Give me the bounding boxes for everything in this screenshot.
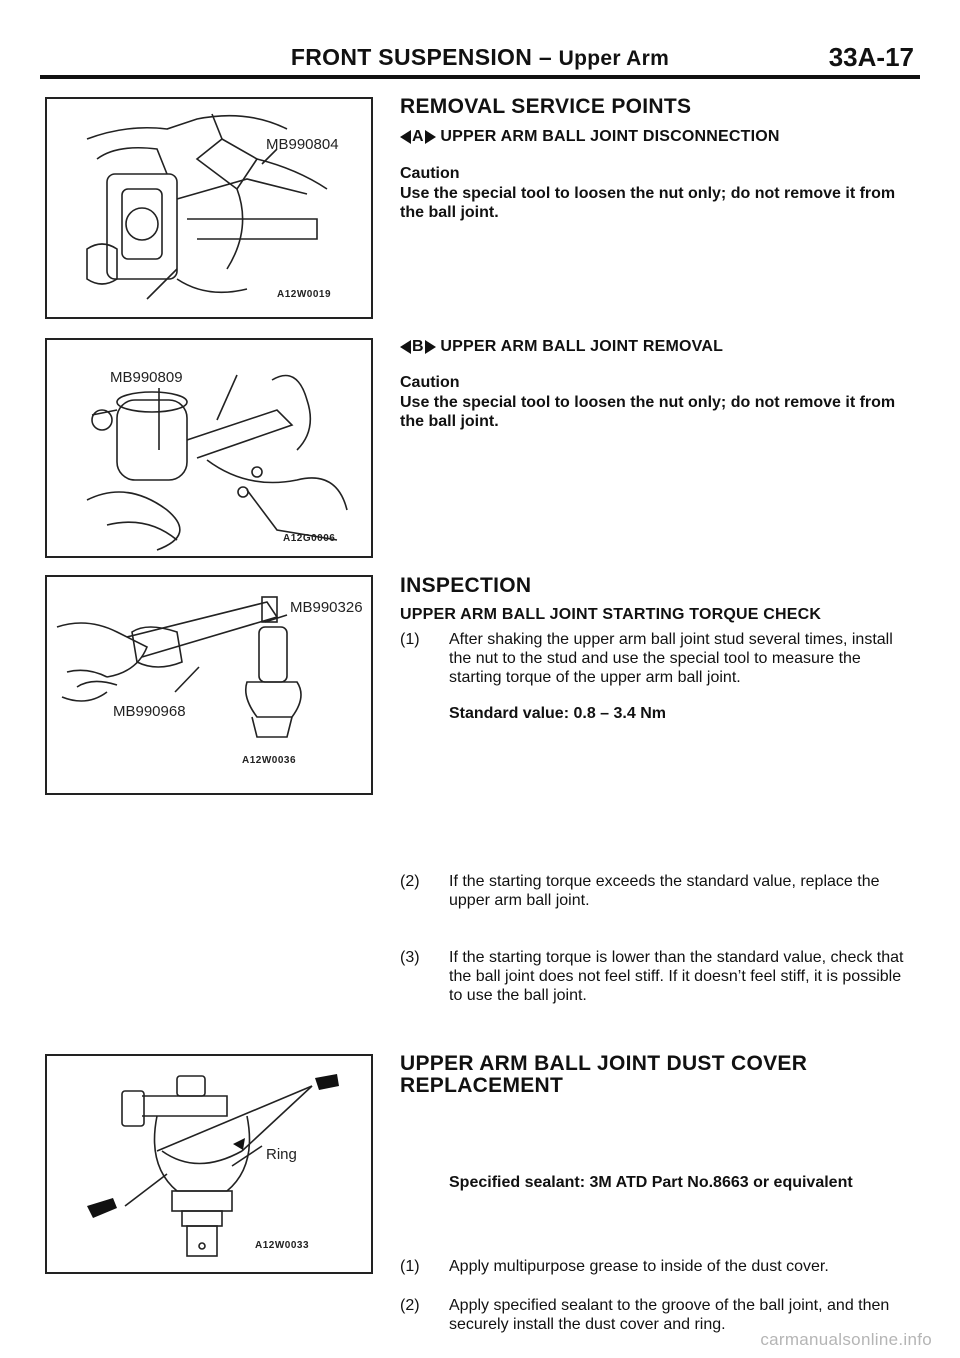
- section-b-caution-text: Use the special tool to loosen the nut only; do not remove it from the ball joint.: [400, 394, 896, 430]
- step-text: If the starting torque exceeds the standard value, replace the upper arm ball joint.: [449, 873, 880, 909]
- section-a-letter: A: [412, 128, 424, 145]
- step-text: After shaking the upper arm ball joint stud several times, install the nut to the stud and use the special tool to measure the starting torque of the upper arm ball joint.: [449, 631, 893, 686]
- watermark: carmanualsonline.info: [760, 1330, 932, 1349]
- step-number: (1): [400, 631, 420, 648]
- section-a-caution-text: Use the special tool to loosen the nut only; do not remove it from the ball joint.: [400, 185, 896, 221]
- section-b-heading: [400, 338, 915, 356]
- tool-label-mb990809: MB990809: [110, 369, 183, 386]
- figure-ball-joint-disconnection: [45, 97, 373, 319]
- step-number: (2): [400, 1297, 420, 1314]
- inspection-step-2: [400, 872, 915, 910]
- figure-dust-cover-replacement: [45, 1054, 373, 1274]
- right-triangle-icon: [425, 130, 436, 144]
- inspection-title: INSPECTION: [400, 574, 532, 597]
- inspection-step-1: [400, 630, 915, 687]
- ring-label: Ring: [266, 1146, 297, 1163]
- subsection-title: Upper Arm: [558, 47, 670, 70]
- figure-4-illustration: [47, 1056, 371, 1272]
- inspection-step-3: [400, 948, 915, 1005]
- figure-code-4: A12W0033: [255, 1240, 310, 1251]
- header-rule: [40, 75, 920, 79]
- inspection-subtitle: UPPER ARM BALL JOINT STARTING TORQUE CHECK: [400, 606, 822, 623]
- section-b-letter: B: [412, 338, 424, 355]
- removal-service-points-title: REMOVAL SERVICE POINTS: [400, 95, 692, 118]
- standard-value: Standard value: 0.8 – 3.4 Nm: [449, 705, 666, 722]
- page-header-title: [0, 44, 960, 71]
- header-dash: –: [538, 44, 552, 70]
- dust-cover-step-1: [400, 1257, 915, 1276]
- figure-2-illustration: [47, 340, 371, 556]
- section-a-heading: [400, 128, 915, 146]
- tool-label-mb990968: MB990968: [113, 703, 186, 720]
- right-triangle-icon: [425, 340, 436, 354]
- step-text: Apply specified sealant to the groove of the ball joint, and then securely install the dust cover and ring.: [449, 1297, 890, 1333]
- section-b-caution-label: Caution: [400, 374, 460, 391]
- step-number: (2): [400, 873, 420, 890]
- figure-ball-joint-removal: [45, 338, 373, 558]
- section-a-caution-label: Caution: [400, 165, 460, 182]
- step-number: (1): [400, 1258, 420, 1275]
- figure-1-illustration: [47, 99, 371, 317]
- figure-code-2: A12G0006: [283, 533, 336, 544]
- figure-code-3: A12W0036: [242, 755, 297, 766]
- section-a-heading-text: UPPER ARM BALL JOINT DISCONNECTION: [440, 128, 780, 145]
- left-triangle-icon: [400, 130, 411, 144]
- section-title: FRONT SUSPENSION: [290, 44, 533, 70]
- page-number: 33A-17: [828, 42, 914, 72]
- tool-label-mb990326: MB990326: [290, 599, 363, 616]
- specified-sealant: Specified sealant: 3M ATD Part No.8663 or equivalent: [449, 1174, 853, 1191]
- dust-cover-step-2: [400, 1296, 915, 1334]
- section-b-heading-text: UPPER ARM BALL JOINT REMOVAL: [440, 338, 724, 355]
- step-number: (3): [400, 949, 420, 966]
- dust-cover-title-line-2: REPLACEMENT: [400, 1074, 564, 1097]
- dust-cover-title-line-1: UPPER ARM BALL JOINT DUST COVER: [400, 1052, 808, 1075]
- tool-label-mb990804: MB990804: [266, 136, 339, 153]
- figure-starting-torque-check: [45, 575, 373, 795]
- left-triangle-icon: [400, 340, 411, 354]
- step-text: If the starting torque is lower than the standard value, check that the ball joint does not feel stiff. If it doesn’t feel stiff, it is possible to use the ball joint.: [449, 949, 904, 1004]
- step-text: Apply multipurpose grease to inside of the dust cover.: [449, 1258, 829, 1275]
- figure-code-1: A12W0019: [277, 289, 332, 300]
